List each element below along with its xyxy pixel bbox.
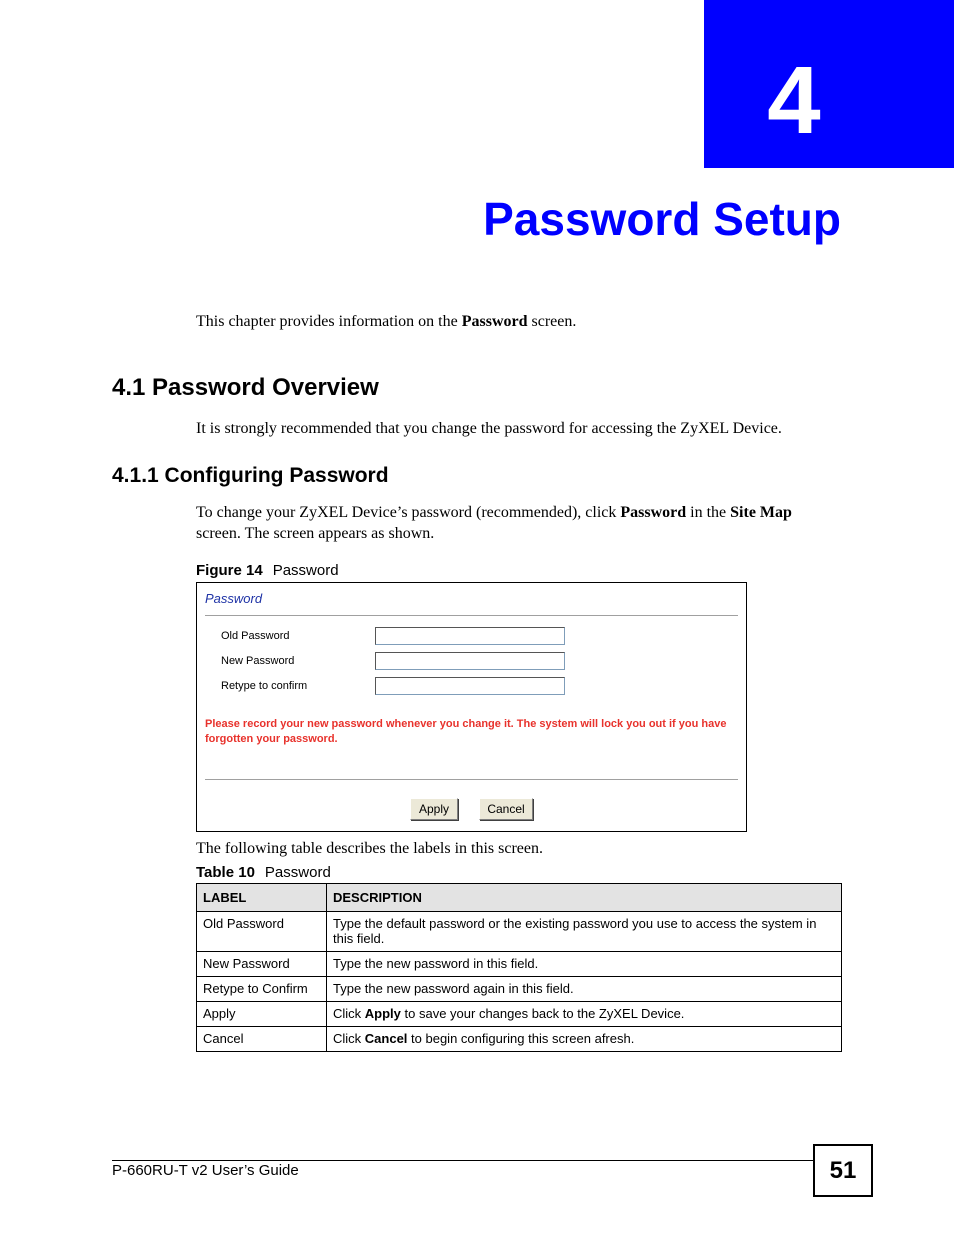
intro-text-b: screen. (527, 313, 577, 330)
table-intro-text: The following table describes the labels in this screen. (196, 840, 544, 857)
table-label: Table 10 (196, 864, 255, 881)
desc-text: Click (333, 1006, 365, 1021)
desc-text: Type the new password in this field. (333, 956, 539, 971)
row-description (327, 1027, 842, 1052)
desc-text: Type the default password or the existing password you use to access the system in this field. (333, 916, 817, 946)
figure-caption-text: Password (272, 562, 339, 579)
table-header-row (197, 884, 842, 912)
table-row (197, 977, 842, 1002)
section-heading-4-1: 4.1 Password Overview (112, 374, 379, 401)
desc-text: Click (333, 1031, 365, 1046)
retype-password-input[interactable] (375, 677, 565, 695)
desc-bold: Apply (364, 1006, 401, 1021)
screen-title: Password (205, 591, 263, 606)
row-label: Old Password (197, 912, 327, 952)
desc-text: to save your changes back to the ZyXEL Device. (400, 1006, 685, 1021)
page-number: 51 (813, 1144, 873, 1197)
intro-text-a: This chapter provides information on the (196, 313, 462, 330)
divider (205, 779, 738, 780)
row-description (327, 1002, 842, 1027)
password-labels-table (196, 883, 842, 1052)
cancel-button[interactable]: Cancel (479, 798, 533, 820)
column-header-description: DESCRIPTION (327, 884, 842, 912)
chapter-number: 4 (767, 47, 821, 154)
table-row (197, 1002, 842, 1027)
new-password-input[interactable] (375, 652, 565, 670)
section-4-1-text: It is strongly recommended that you change the password for accessing the ZyXEL Device. (196, 420, 782, 437)
text-run: To change your ZyXEL Device’s password (recommended), click (196, 504, 621, 521)
row-label: Cancel (197, 1027, 327, 1052)
table-row (197, 1027, 842, 1052)
figure-caption (196, 562, 339, 579)
section-heading-4-1-1: 4.1.1 Configuring Password (112, 464, 389, 487)
row-label: Retype to Confirm (197, 977, 327, 1002)
new-password-label: New Password (221, 655, 295, 667)
row-description (327, 912, 842, 952)
footer-rule (112, 1160, 814, 1161)
chapter-number-box (704, 0, 954, 168)
password-warning-text: Please record your new password whenever you change it. The system will lock you out if you have forgotten your password. (205, 718, 727, 745)
password-screen-figure (196, 582, 747, 832)
desc-text: to begin configuring this screen afresh. (407, 1031, 635, 1046)
text-bold-password: Password (620, 504, 687, 521)
text-run: screen. The screen appears as shown. (196, 525, 435, 542)
text-run: in the (686, 504, 731, 521)
row-label: Apply (197, 1002, 327, 1027)
footer-guide-title: P-660RU-T v2 User’s Guide (112, 1162, 299, 1179)
row-label: New Password (197, 952, 327, 977)
table-row (197, 952, 842, 977)
row-description (327, 952, 842, 977)
table-caption (196, 864, 331, 881)
apply-button[interactable]: Apply (410, 798, 458, 820)
section-4-1-1-text (196, 502, 846, 544)
old-password-label: Old Password (221, 630, 290, 642)
table-row (197, 912, 842, 952)
retype-password-label: Retype to confirm (221, 680, 308, 692)
row-description (327, 977, 842, 1002)
desc-text: Type the new password again in this field. (333, 981, 574, 996)
figure-label: Figure 14 (196, 562, 263, 579)
desc-bold: Cancel (364, 1031, 408, 1046)
intro-text-bold: Password (461, 313, 528, 330)
old-password-input[interactable] (375, 627, 565, 645)
column-header-label: LABEL (197, 884, 327, 912)
chapter-title: Password Setup (483, 193, 841, 245)
divider (205, 615, 738, 616)
table-caption-text: Password (264, 864, 331, 881)
intro-paragraph (196, 311, 576, 332)
text-bold-site-map: Site Map (730, 504, 792, 521)
